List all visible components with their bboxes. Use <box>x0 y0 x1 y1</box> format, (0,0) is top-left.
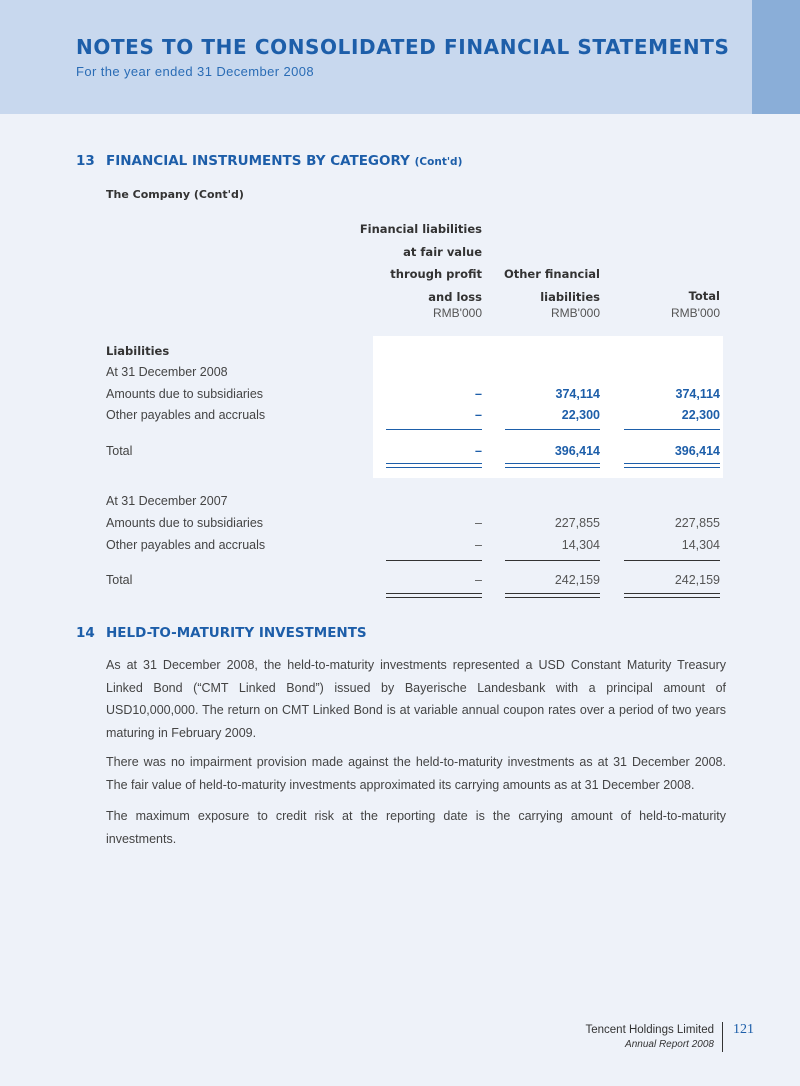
liabilities-heading: Liabilities <box>106 344 170 358</box>
column-header-line: Total <box>688 289 720 303</box>
total-label-2008: Total <box>106 444 133 458</box>
paragraph: There was no impairment provision made against the held-to-maturity investments as at 31 December 2008. The fair value of held-to-maturity investments approximated its carrying amounts as at 31 December 2008. <box>106 755 726 792</box>
subtotal-rule <box>505 560 600 561</box>
table-cell: 227,855 <box>554 516 600 530</box>
section-13-title-text: FINANCIAL INSTRUMENTS BY CATEGORY <box>106 153 410 169</box>
total-cell: 242,159 <box>554 573 600 587</box>
company-subtitle: The Company (Cont'd) <box>106 188 244 201</box>
column-header-line: and loss <box>428 289 482 304</box>
section-13-contd: (Cont'd) <box>414 156 463 168</box>
unit-label: RMB'000 <box>551 306 600 320</box>
column-header-line: Other financial <box>503 267 600 281</box>
header-tab <box>752 0 800 114</box>
subtotal-rule <box>624 429 720 430</box>
paragraph: The maximum exposure to credit risk at the reporting date is the carrying amount of held-to-maturity investments. <box>106 809 726 846</box>
table-cell: 374,114 <box>555 387 600 401</box>
footer-report: Annual Report 2008 <box>625 1039 714 1050</box>
table-cell: 14,304 <box>561 538 600 552</box>
table-cell: 374,114 <box>675 387 720 401</box>
column-header-line: at fair value <box>403 244 482 259</box>
page-title: NOTES TO THE CONSOLIDATED FINANCIAL STATEMENTS <box>76 35 730 59</box>
subtotal-rule <box>386 429 482 430</box>
paragraph: As at 31 December 2008, the held-to-maturity investments represented a USD Constant Maturity Treasury Linked Bond (“CMT Linked Bond”) issued by Bayerische Landesbank with a principal amount of USD10,000,000. The return on CMT Linked Bond is at variable annual coupon rates over a period of two years maturing in February 2009. <box>106 658 726 740</box>
table-cell: – <box>475 538 482 552</box>
subtotal-rule <box>386 560 482 561</box>
subtotal-rule <box>624 560 720 561</box>
total-cell: – <box>475 444 482 458</box>
table-cell: – <box>475 516 482 530</box>
table-cell: 14,304 <box>681 538 720 552</box>
page-subtitle: For the year ended 31 December 2008 <box>76 64 315 79</box>
date-label-2007: At 31 December 2007 <box>106 494 228 508</box>
total-double-rule <box>505 463 600 468</box>
total-double-rule <box>386 593 482 598</box>
table-cell: – <box>475 408 482 422</box>
footer-divider <box>722 1022 723 1052</box>
section-14-title: HELD-TO-MATURITY INVESTMENTS <box>106 625 367 641</box>
total-double-rule <box>624 593 720 598</box>
subtotal-rule <box>505 429 600 430</box>
date-label-2008: At 31 December 2008 <box>106 365 228 379</box>
column-header-fvtpl <box>332 218 482 308</box>
page-number: 121 <box>733 1022 754 1037</box>
table-row-label: Other payables and accruals <box>106 538 266 552</box>
unit-label: RMB'000 <box>433 306 482 320</box>
unit-label: RMB'000 <box>671 306 720 320</box>
total-cell: 242,159 <box>674 573 720 587</box>
table-row-label: Amounts due to subsidiaries <box>106 516 264 530</box>
section-13-number: 13 <box>76 153 95 169</box>
footer-company: Tencent Holdings Limited <box>585 1024 714 1036</box>
table-row-label: Other payables and accruals <box>106 408 266 422</box>
table-cell: 22,300 <box>681 408 720 422</box>
column-header-line: Financial liabilities <box>359 222 482 236</box>
table-row-label: Amounts due to subsidiaries <box>106 387 264 401</box>
table-cell: – <box>475 387 482 401</box>
total-double-rule <box>386 463 482 468</box>
column-header-line: liabilities <box>540 289 600 304</box>
column-header-line: through profit <box>390 267 482 281</box>
table-cell: 227,855 <box>674 516 720 530</box>
section-14-number: 14 <box>76 625 95 641</box>
table-cell: 22,300 <box>561 408 600 422</box>
total-label-2007: Total <box>106 573 133 587</box>
total-cell: 396,414 <box>554 444 600 458</box>
total-double-rule <box>624 463 720 468</box>
column-header-total <box>620 285 720 308</box>
column-header-other <box>480 263 600 308</box>
total-cell: – <box>475 573 482 587</box>
section-13-title <box>106 153 462 169</box>
total-double-rule <box>505 593 600 598</box>
total-cell: 396,414 <box>674 444 720 458</box>
